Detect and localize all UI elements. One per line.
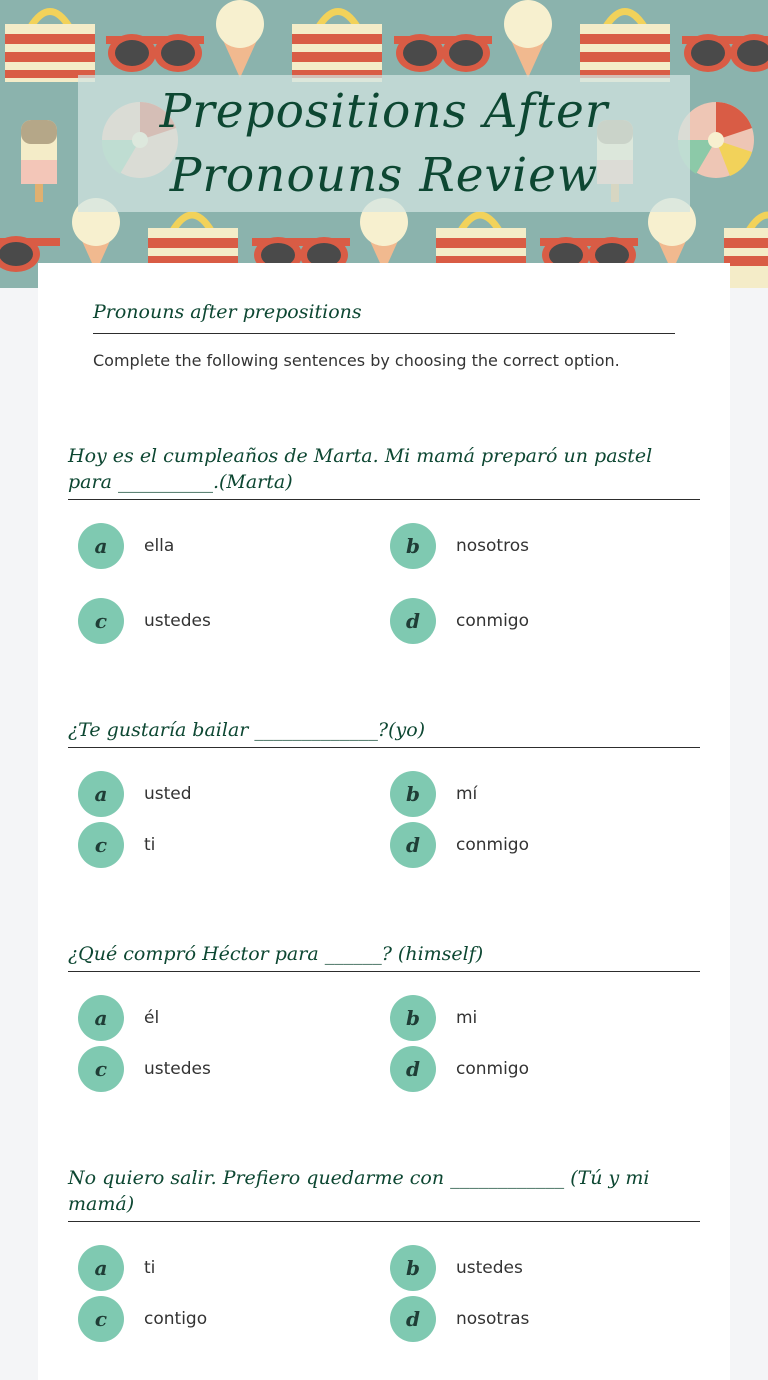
option-letter-badge: a bbox=[78, 771, 124, 817]
popsicle-icon bbox=[21, 120, 57, 202]
option-letter-badge: a bbox=[78, 1245, 124, 1291]
option-a[interactable] bbox=[78, 1245, 155, 1291]
option-a[interactable] bbox=[78, 771, 192, 817]
option-label: nosotros bbox=[456, 536, 529, 556]
option-label: conmigo bbox=[456, 835, 529, 855]
option-label: ustedes bbox=[144, 611, 211, 631]
option-letter-badge: a bbox=[78, 523, 124, 569]
option-label: ustedes bbox=[144, 1059, 211, 1079]
option-letter-badge: b bbox=[390, 1245, 436, 1291]
option-letter-badge: b bbox=[390, 771, 436, 817]
question-text: ¿Qué compró Héctor para ______? (himself) bbox=[68, 941, 700, 972]
option-a[interactable] bbox=[78, 995, 159, 1041]
worksheet-card bbox=[38, 263, 730, 1380]
header-banner bbox=[0, 0, 768, 288]
beach-bag-icon bbox=[292, 12, 382, 83]
option-d[interactable] bbox=[390, 1296, 529, 1342]
option-d[interactable] bbox=[390, 822, 529, 868]
section-title: Pronouns after prepositions bbox=[93, 301, 675, 334]
option-letter-badge: b bbox=[390, 995, 436, 1041]
option-label: ti bbox=[144, 1258, 156, 1278]
option-d[interactable] bbox=[390, 1046, 529, 1092]
option-letter-badge: c bbox=[78, 1296, 124, 1342]
option-letter-badge: d bbox=[390, 822, 436, 868]
option-label: ustedes bbox=[456, 1258, 523, 1278]
ice-cream-cone-icon bbox=[504, 0, 552, 78]
option-b[interactable] bbox=[390, 995, 477, 1041]
option-letter-badge: c bbox=[78, 598, 124, 644]
option-label: mí bbox=[456, 784, 478, 804]
option-c[interactable] bbox=[78, 1046, 211, 1092]
sunglasses-icon bbox=[106, 34, 204, 72]
option-letter-badge: c bbox=[78, 1046, 124, 1092]
sunglasses-icon bbox=[394, 34, 492, 72]
option-b[interactable] bbox=[390, 1245, 523, 1291]
instructions-text: Complete the following sentences by choosing the correct option. bbox=[93, 351, 620, 370]
question-text: Hoy es el cumpleaños de Marta. Mi mamá preparó un pastel para __________.(Marta) bbox=[68, 443, 700, 500]
option-label: usted bbox=[144, 784, 192, 804]
question-3 bbox=[68, 941, 700, 1101]
option-letter-badge: d bbox=[390, 1296, 436, 1342]
option-c[interactable] bbox=[78, 598, 211, 644]
question-text: No quiero salir. Prefiero quedarme con ____________ (Tú y mi mamá) bbox=[68, 1165, 700, 1222]
beach-bag-icon bbox=[5, 12, 95, 83]
option-d[interactable] bbox=[390, 598, 529, 644]
option-label: contigo bbox=[144, 1309, 208, 1329]
option-a[interactable] bbox=[78, 523, 174, 569]
option-c[interactable] bbox=[78, 822, 155, 868]
option-letter-badge: b bbox=[390, 523, 436, 569]
sunglasses-icon bbox=[682, 34, 768, 72]
option-b[interactable] bbox=[390, 771, 477, 817]
option-label: mi bbox=[456, 1008, 478, 1028]
question-2 bbox=[68, 717, 700, 877]
option-label: él bbox=[144, 1008, 160, 1028]
option-b[interactable] bbox=[390, 523, 529, 569]
ice-cream-cone-icon bbox=[216, 0, 264, 78]
option-label: ti bbox=[144, 835, 156, 855]
option-c[interactable] bbox=[78, 1296, 207, 1342]
question-text: ¿Te gustaría bailar _____________?(yo) bbox=[68, 717, 700, 748]
title-box bbox=[78, 75, 690, 212]
option-label: conmigo bbox=[456, 611, 529, 631]
question-4 bbox=[68, 1165, 700, 1355]
beach-bag-icon bbox=[580, 12, 670, 83]
option-label: conmigo bbox=[456, 1059, 529, 1079]
option-letter-badge: d bbox=[390, 598, 436, 644]
option-label: ella bbox=[144, 536, 175, 556]
question-1 bbox=[68, 443, 700, 653]
option-letter-badge: d bbox=[390, 1046, 436, 1092]
option-label: nosotras bbox=[456, 1309, 530, 1329]
option-letter-badge: a bbox=[78, 995, 124, 1041]
beach-bag-icon bbox=[724, 215, 768, 288]
page-title: Prepositions After Pronouns Review bbox=[159, 83, 609, 203]
option-letter-badge: c bbox=[78, 822, 124, 868]
